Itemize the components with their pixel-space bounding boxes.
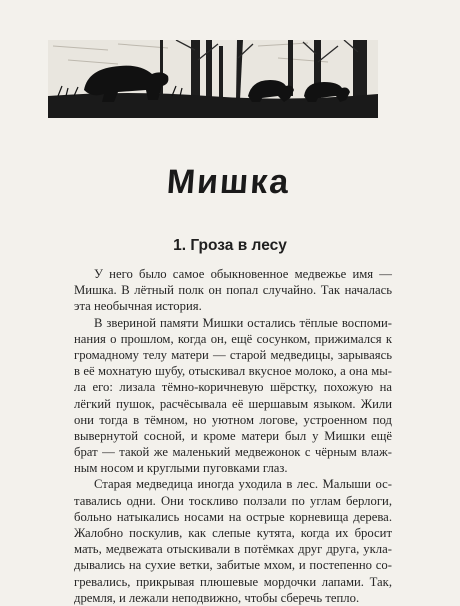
text-line: В звериной памяти Мишки остались тёплые воспоми- xyxy=(94,315,392,330)
text-line: Мишка. В лётный полк он попал случайно. Так началась xyxy=(74,283,392,298)
text-line: Старая медведица иногда уходила в лес. Малыши ос- xyxy=(94,477,392,492)
bears-in-forest-illustration xyxy=(48,40,378,118)
text-line: дремля, и лежали неподвижно, чтобы сберечь тепло. xyxy=(74,590,360,605)
chapter-title-lettering xyxy=(145,162,315,202)
text-line: в её мохнатую шубу, отыскивал вкусное молоко, а она мы- xyxy=(74,364,392,379)
text-line: ным носом и круглыми пуговками глаз. xyxy=(74,461,288,476)
text-line: нания о прошлом, когда он, ещё сосунком, прижимался к xyxy=(74,331,392,346)
text-line: мать, медвежата отыскивали в потёмках друг друга, укла- xyxy=(74,542,392,557)
text-line: гревались, прикрывая плюшевые мордочки лапами. Так, xyxy=(74,574,392,589)
body-text xyxy=(74,266,392,606)
text-line: они тогда в тёмном, но уютном логове, устроенном под xyxy=(74,412,392,427)
paragraph-2 xyxy=(74,315,392,477)
text-line: брат — такой же маленький медвежонок с чёрным влаж- xyxy=(74,445,392,460)
text-line: больно натыкались носами на острые корневища дерева. xyxy=(74,509,392,524)
text-line: вывернутой сосной, и кроме матери был у Мишки ещё xyxy=(74,428,392,443)
paragraph-3 xyxy=(74,476,392,606)
chapter-title xyxy=(0,162,460,207)
text-line: громадному телу матери — старой медведицы, зарываясь xyxy=(74,347,392,362)
text-line: тавались одни. Они тоскливо ползали по углам берлоги, xyxy=(74,493,392,508)
text-line: эта необычная история. xyxy=(74,299,202,314)
text-line: лёгкий пушок, расчёсывала её шершавым языком. Жили xyxy=(74,396,392,411)
section-heading: 1. Гроза в лесу xyxy=(173,237,287,254)
text-line: ла его: лизала тёмно-коричневую шёрстку, похожую на xyxy=(74,380,392,395)
paragraph-1 xyxy=(74,266,392,315)
text-line: Жалобно поскулив, как слепые кутята, когда их бросит xyxy=(74,526,392,540)
text-line: дывались на сухие ветки, забитые мхом, и постепенно со- xyxy=(74,558,392,573)
text-line: У него было самое обыкновенное медвежье имя — xyxy=(94,267,392,281)
chapter-title-text: Мишка xyxy=(165,163,292,201)
